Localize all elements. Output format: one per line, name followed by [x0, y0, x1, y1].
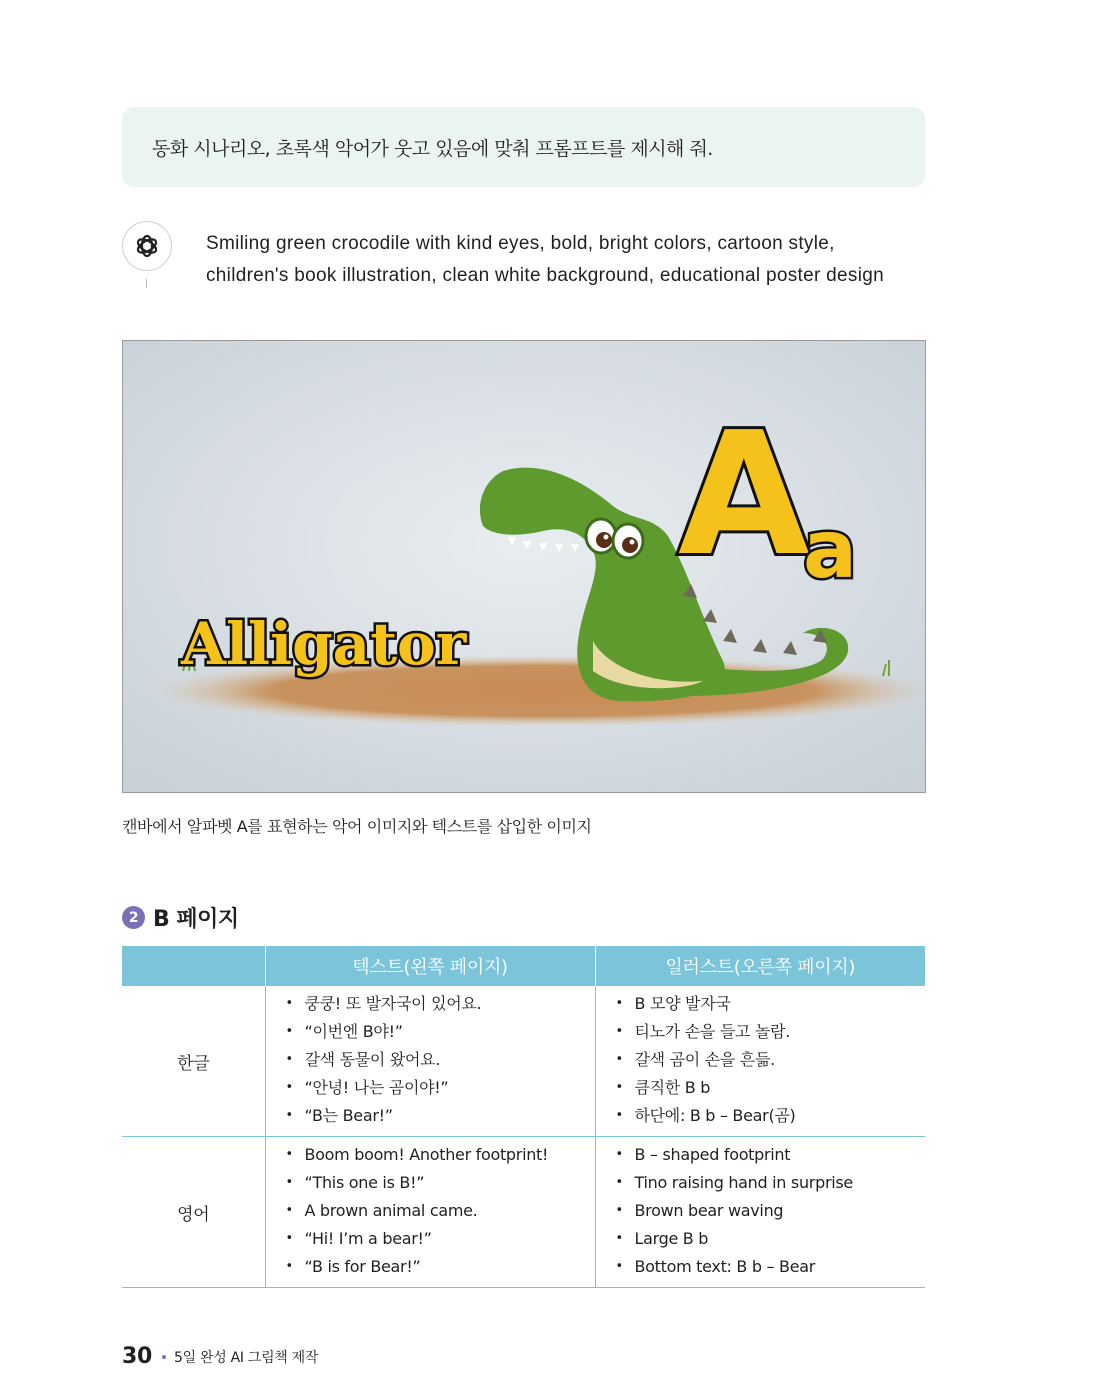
list-item: • Large B b [616, 1225, 926, 1253]
table-row [122, 986, 925, 1137]
list-item: • “안녕! 나는 곰이야!” [286, 1074, 595, 1102]
list-item: • 큼직한 B b [616, 1074, 926, 1102]
big-letter-a [678, 396, 810, 594]
list-item: • B – shaped footprint [616, 1141, 926, 1169]
section-heading [122, 902, 239, 933]
list-item: • A brown animal came. [286, 1197, 595, 1225]
ai-response [206, 228, 926, 292]
list-item: • Boom boom! Another footprint! [286, 1141, 595, 1169]
logo-divider [146, 279, 147, 288]
chatgpt-logo-icon [122, 221, 172, 271]
section-number-badge: 2 [122, 906, 145, 929]
list-item: • 티노가 손을 들고 놀람. [616, 1018, 926, 1046]
footer-bullet [162, 1355, 166, 1359]
list-item: • “B is for Bear!” [286, 1253, 595, 1281]
section-title: B 페이지 [153, 907, 239, 932]
page-plan-table [122, 946, 925, 1288]
table-header-row [122, 946, 925, 986]
list-item: • B 모양 발자국 [616, 990, 926, 1018]
svg-text:Alligator: Alligator [181, 610, 467, 678]
list-item: • “This one is B!” [286, 1169, 595, 1197]
svg-text:a: a [803, 503, 857, 596]
list-item: • 하단에: B b – Bear(곰) [616, 1102, 926, 1130]
list-item: • “이번엔 B야!” [286, 1018, 595, 1046]
alligator-illustration [122, 340, 926, 793]
image-caption: 캔바에서 알파벳 A를 표현하는 악어 이미지와 텍스트를 삽입한 이미지 [122, 817, 592, 836]
header-illustration-page: 일러스트(오른쪽 페이지) [595, 946, 925, 986]
response-line-1: Smiling green crocodile with kind eyes, bold, bright colors, cartoon style, [206, 233, 835, 254]
korean-illustration-cell [595, 986, 925, 1137]
english-text-cell [265, 1137, 595, 1288]
korean-text-cell [265, 986, 595, 1137]
page-number: 30 [122, 1344, 153, 1369]
list-item: • 쿵쿵! 또 발자국이 있어요. [286, 990, 595, 1018]
row-label-korean: 한글 [122, 986, 265, 1137]
user-prompt-box [122, 107, 925, 187]
svg-text:A: A [678, 396, 810, 594]
response-line-2: children's book illustration, clean white background, educational poster design [206, 265, 884, 286]
row-label-english: 영어 [122, 1137, 265, 1288]
alligator-word [180, 610, 468, 678]
user-prompt-text: 동화 시나리오, 초록색 악어가 웃고 있음에 맞춰 프롬프트를 제시해 줘. [152, 137, 713, 160]
book-title: 5일 완성 AI 그림책 제작 [174, 1349, 319, 1366]
list-item: • Brown bear waving [616, 1197, 926, 1225]
list-item: • Bottom text: B b – Bear [616, 1253, 926, 1281]
list-item: • 갈색 동물이 왔어요. [286, 1046, 595, 1074]
page-footer [122, 1344, 318, 1369]
list-item: • Tino raising hand in surprise [616, 1169, 926, 1197]
small-letter-a [803, 503, 857, 596]
english-illustration-cell [595, 1137, 925, 1288]
list-item: • “Hi! I’m a bear!” [286, 1225, 595, 1253]
table-row [122, 1137, 925, 1288]
list-item: • 갈색 곰이 손을 흔듦. [616, 1046, 926, 1074]
list-item: • “B는 Bear!” [286, 1102, 595, 1130]
header-text-page: 텍스트(왼쪽 페이지) [265, 946, 595, 986]
header-empty [122, 946, 265, 986]
